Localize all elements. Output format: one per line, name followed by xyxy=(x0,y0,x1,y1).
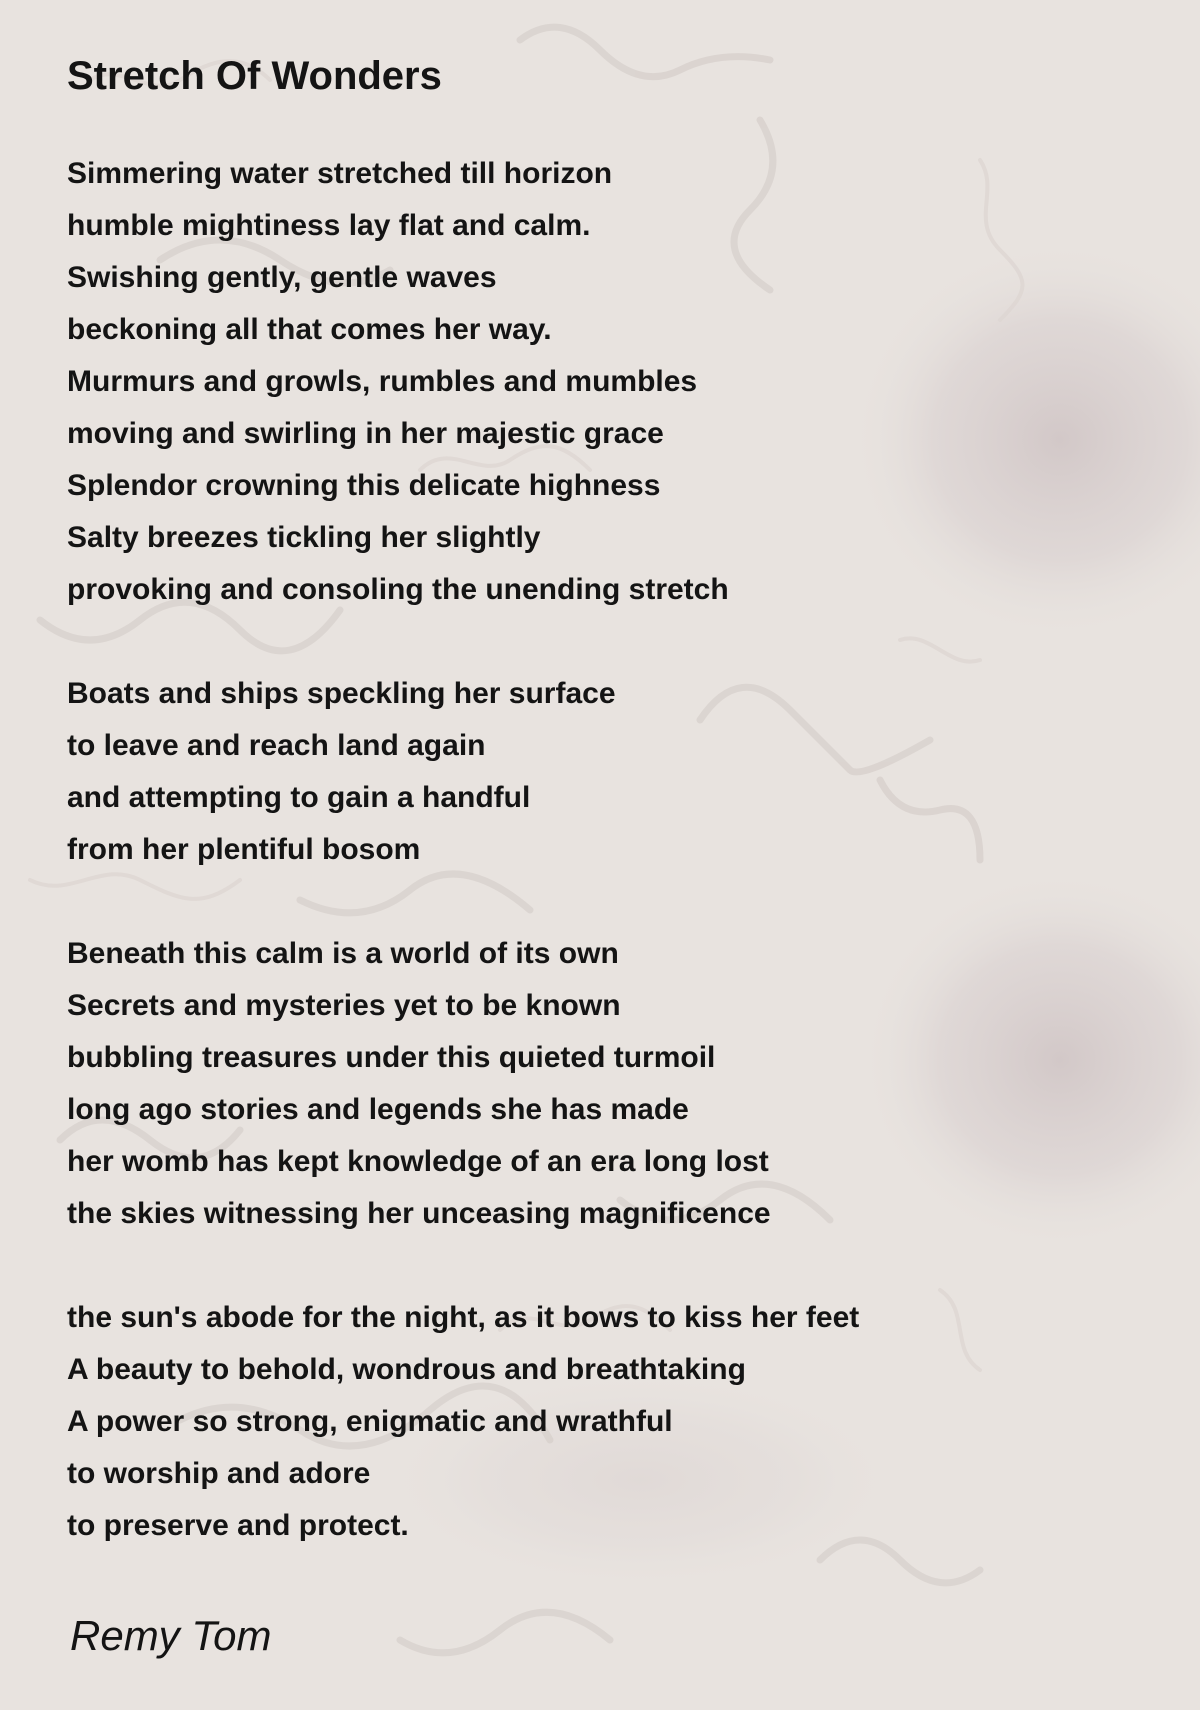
poem-title: Stretch Of Wonders xyxy=(67,54,442,98)
poem-line: to preserve and protect. xyxy=(67,1509,409,1542)
poem-line: Beneath this calm is a world of its own xyxy=(67,937,619,970)
poem-line: humble mightiness lay flat and calm. xyxy=(67,209,591,242)
poem-body xyxy=(67,148,1147,1604)
stanza-2 xyxy=(67,668,1147,876)
poem-line: Secrets and mysteries yet to be known xyxy=(67,989,621,1022)
poem-line: to leave and reach land again xyxy=(67,729,486,762)
poem-line: provoking and consoling the unending stretch xyxy=(67,573,729,606)
poem-line: beckoning all that comes her way. xyxy=(67,313,552,346)
stanza-4 xyxy=(67,1292,1147,1552)
poem-line: A power so strong, enigmatic and wrathful xyxy=(67,1405,673,1438)
stanza-3 xyxy=(67,928,1147,1240)
stanza-1 xyxy=(67,148,1147,616)
poem-line: the skies witnessing her unceasing magnificence xyxy=(67,1197,771,1230)
poem-line: bubbling treasures under this quieted turmoil xyxy=(67,1041,716,1074)
poem-line: Swishing gently, gentle waves xyxy=(67,261,497,294)
poem-line: A beauty to behold, wondrous and breathtaking xyxy=(67,1353,746,1386)
poem-line: moving and swirling in her majestic grace xyxy=(67,417,664,450)
poem-line: Simmering water stretched till horizon xyxy=(67,157,613,190)
poem-author: Remy Tom xyxy=(70,1612,272,1659)
poem-line: from her plentiful bosom xyxy=(67,833,421,866)
poem-line: the sun's abode for the night, as it bows to kiss her feet xyxy=(67,1301,860,1334)
poem-line: her womb has kept knowledge of an era long lost xyxy=(67,1145,769,1178)
poem-line: Salty breezes tickling her slightly xyxy=(67,521,541,554)
poem-line: long ago stories and legends she has made xyxy=(67,1093,689,1126)
poem-line: Splendor crowning this delicate highness xyxy=(67,469,661,502)
poem-line: Murmurs and growls, rumbles and mumbles xyxy=(67,365,698,398)
poem-line: and attempting to gain a handful xyxy=(67,781,531,814)
poem-line: Boats and ships speckling her surface xyxy=(67,677,616,710)
poem-line: to worship and adore xyxy=(67,1457,371,1490)
